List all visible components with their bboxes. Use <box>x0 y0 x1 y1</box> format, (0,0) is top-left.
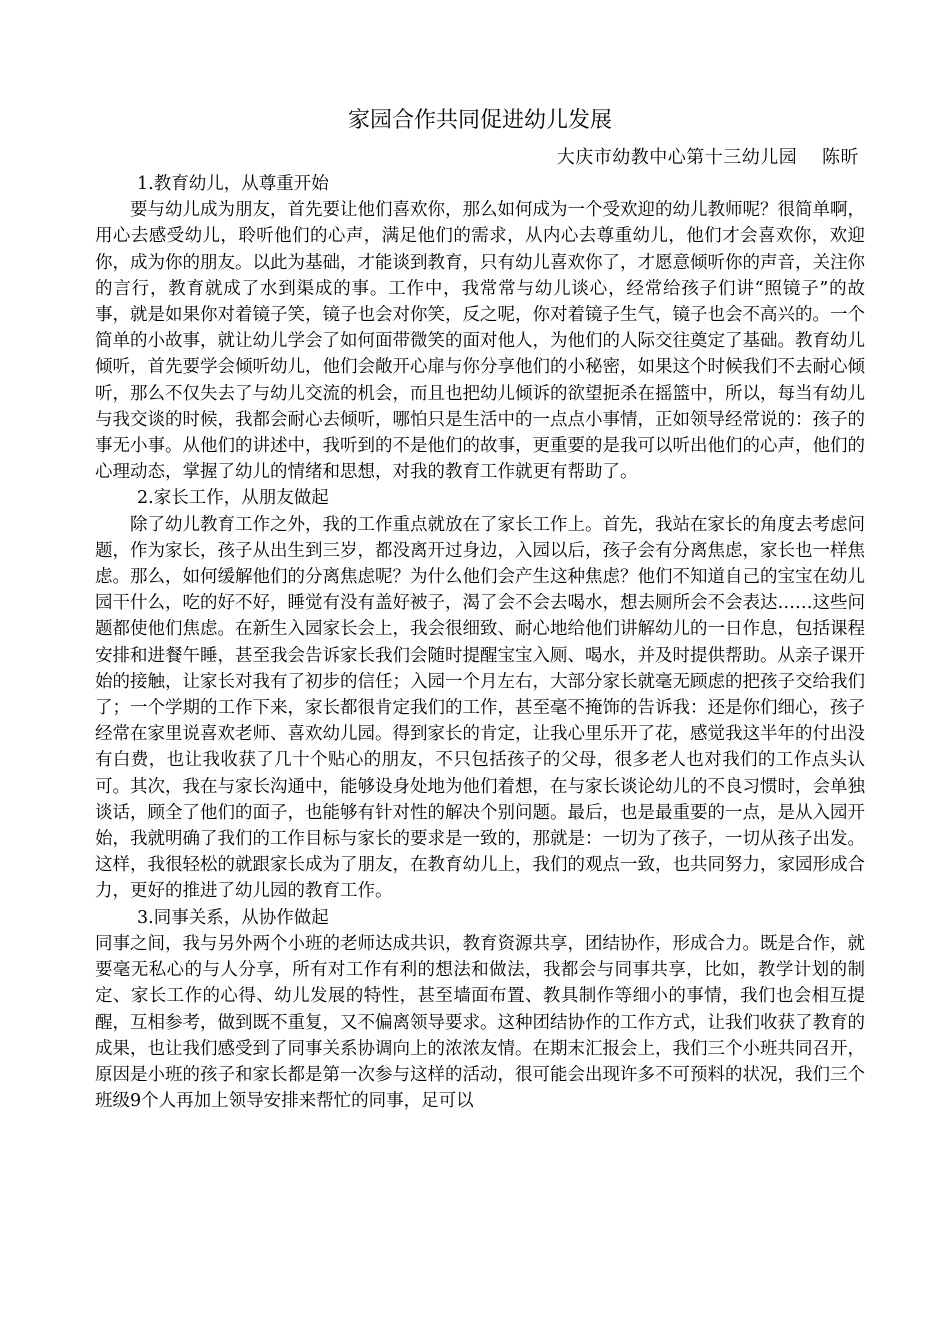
section-heading-3: 3.同事关系，从协作做起 <box>137 907 329 928</box>
section-body-3: 同事之间，我与另外两个小班的老师达成共识，教育资源共享，团结协作，形成合力。既是合作，就要毫无私心的与人分享，所有对工作有利的想法和做法，我都会与同事共享，比如，教学计划的制定、家长工作的心得、幼儿发展的特性，甚至墙面布置、教具制作等细小的事情，我们也会相互提醒，互相参考，做到既不重复，又不偏离领导要求。这种团结协作的工作方式，让我们收获了教育的成果，也让我们感受到了同事关系协调向上的浓浓友情。在期末汇报会上，我们三个小班共同召开，原因是小班的孩子和家长都是第一次参与这样的活动，很可能会出现许多不可预料的状况，我们三个班级9个人再加上领导安排来帮忙的同事，足可以 <box>95 933 865 1112</box>
section-heading-2: 2.家长工作，从朋友做起 <box>137 488 329 509</box>
author-line: 大庆市幼教中心第十三幼儿园 陈昕 <box>556 147 859 168</box>
document-page <box>95 105 865 1114</box>
section-body-1: 要与幼儿成为朋友，首先要让他们喜欢你，那么如何成为一个受欢迎的幼儿教师呢？很简单啊，用心去感受幼儿，聆听他们的心声，满足他们的需求，从内心去尊重幼儿，他们才会喜欢你，欢迎你，成为你的朋友。以此为基础，才能谈到教育，只有幼儿喜欢你了，才愿意倾听你的声音，关注你的言行，教育就成了水到渠成的事。工作中，我常常与幼儿谈心，经常给孩子们讲“照镜子”的故事，就是如果你对着镜子笑，镜子也会对你笑，反之呢，你对着镜子生气，镜子也会不高兴的。一个简单的小故事，就让幼儿学会了如何面带微笑的面对他人，为他们的人际交往奠定了基础。教育幼儿倾听，首先要学会倾听幼儿，他们会敞开心扉与你分享他们的小秘密，如果这个时候我们不去耐心倾听，那么不仅失去了与幼儿交流的机会，而且也把幼儿倾诉的欲望扼杀在摇篮中，所以，每当有幼儿与我交谈的时候，我都会耐心去倾听，哪怕只是生活中的一点点小事情，正如领导经常说的：孩子的事无小事。从他们的讲述中，我听到的不是他们的故事，更重要的是我可以听出他们的心声，他们的心理动态，掌握了幼儿的情绪和思想，对我的教育工作就更有帮助了。 <box>95 200 865 483</box>
section-body-2: 除了幼儿教育工作之外，我的工作重点就放在了家长工作上。首先，我站在家长的角度去考虑问题，作为家长，孩子从出生到三岁，都没离开过身边，入园以后，孩子会有分离焦虑，家长也一样焦虑。那么，如何缓解他们的分离焦虑呢？为什么他们会产生这种焦虑？他们不知道自己的宝宝在幼儿园干什么，吃的好不好，睡觉有没有盖好被子，渴了会不会去喝水，想去厕所会不会表达……这些问题都使他们焦虑。在新生入园家长会上，我会很细致、耐心地给他们讲解幼儿的一日作息，包括课程安排和进餐午睡，甚至我会告诉家长我们会随时提醒宝宝入厕、喝水，并及时提供帮助。从亲子课开始的接触，让家长对我有了初步的信任；入园一个月左右，大部分家长就毫无顾虑的把孩子交给我们了；一个学期的工作下来，家长都很肯定我们的工作，甚至毫不掩饰的告诉我：还是你们细心，孩子经常在家里说喜欢老师、喜欢幼儿园。得到家长的肯定，让我心里乐开了花，感觉我这半年的付出没有白费，也让我收获了几十个贴心的朋友，不只包括孩子的父母，很多老人也对我们的工作点头认可。其次，我在与家长沟通中，能够设身处地为他们着想，在与家长谈论幼儿的不良习惯时，会单独谈话，顾全了他们的面子，也能够有针对性的解决个别问题。最后，也是最重要的一点，是从入园开始，我就明确了我们的工作目标与家长的要求是一致的，那就是：一切为了孩子，一切从孩子出发。这样，我很轻松的就跟家长成为了朋友，在教育幼儿上，我们的观点一致，也共同努力，家园形成合力，更好的推进了幼儿园的教育工作。 <box>95 514 865 902</box>
document-title: 家园合作共同促进幼儿发展 <box>347 108 612 133</box>
section-heading-1: 1.教育幼儿，从尊重开始 <box>137 174 329 194</box>
